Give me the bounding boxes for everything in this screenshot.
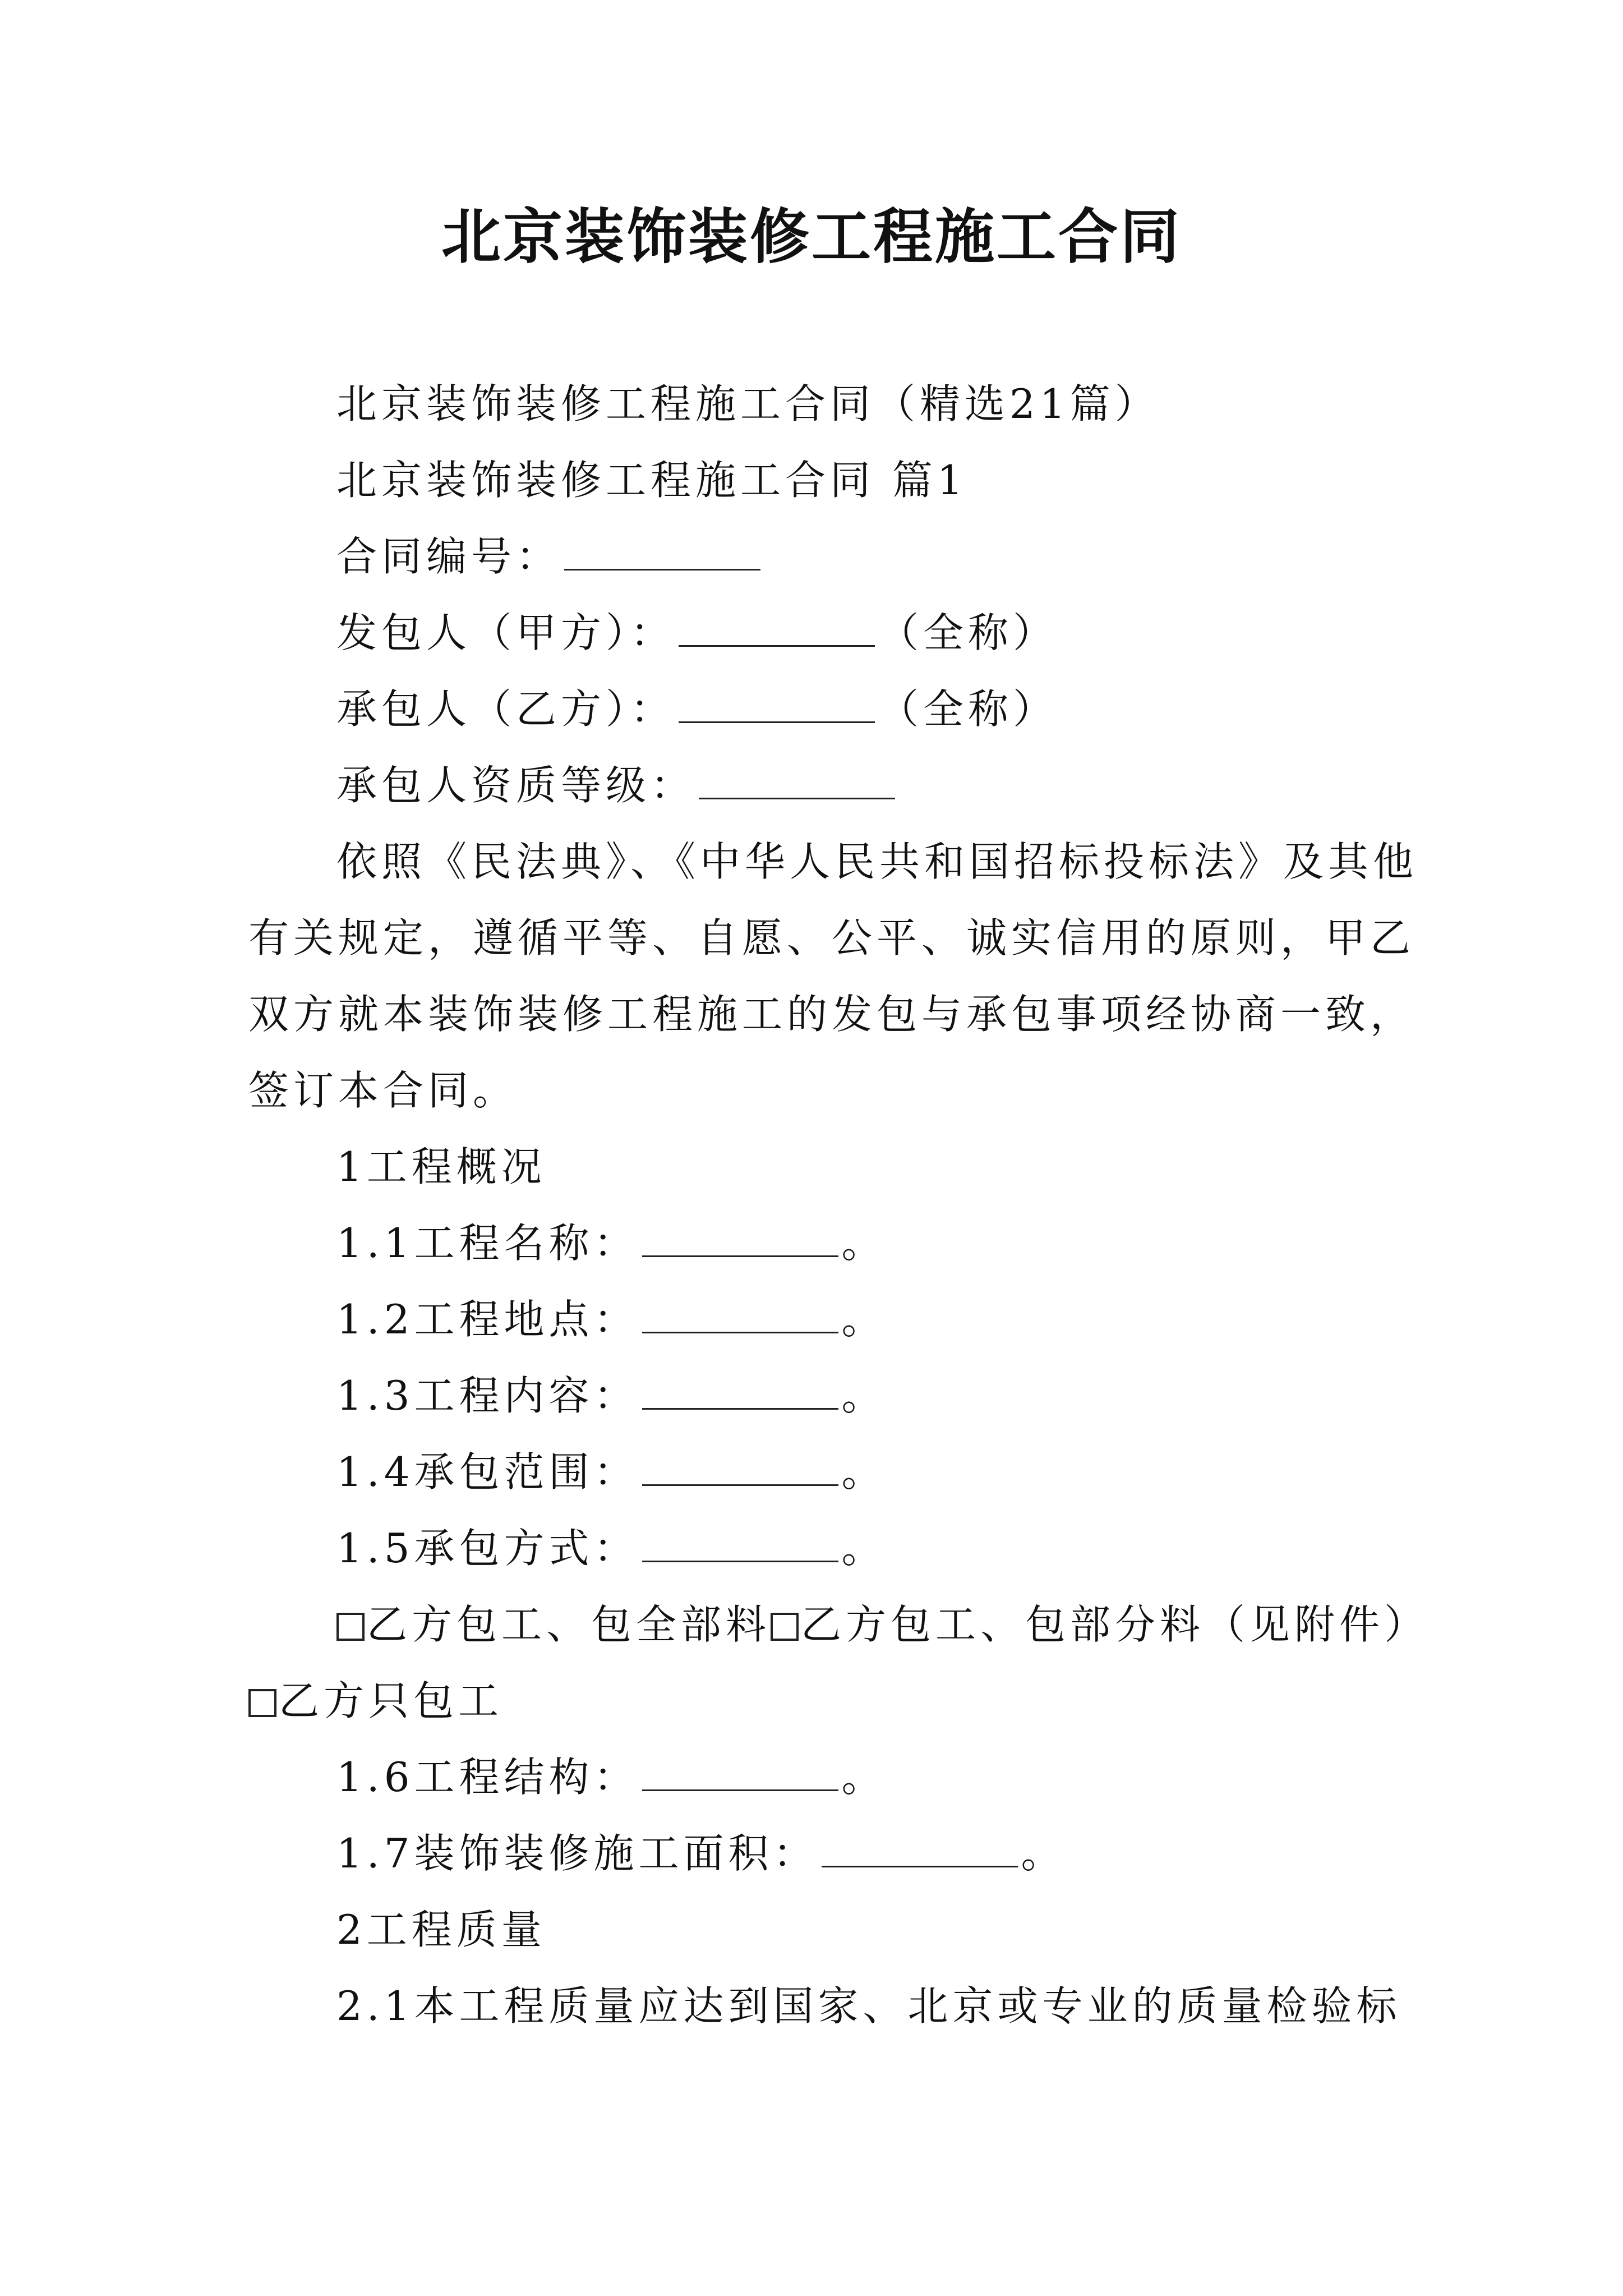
item-1-7-label: 1.7装饰装修施工面积： — [336, 1830, 818, 1877]
item-2-1: 2.1本工程质量应达到国家、北京或专业的质量检验标 — [336, 1982, 1401, 2030]
period: 。 — [841, 1754, 887, 1801]
item-1-1-label: 1.1工程名称： — [336, 1220, 639, 1267]
item-1-6-label: 1.6工程结构： — [336, 1754, 639, 1801]
intro-line-1: 依照《民法典》、《中华人民共和国招标投标法》及其他 — [336, 838, 1418, 885]
item-1-3-label: 1.3工程内容： — [336, 1372, 639, 1419]
item-1-7 — [336, 1825, 1066, 1881]
party-b-blank[interactable] — [679, 688, 875, 723]
checkbox-option-3[interactable] — [248, 1689, 276, 1717]
party-a-line — [336, 605, 1058, 661]
checkbox-option-2[interactable] — [771, 1613, 799, 1641]
item-1-6-blank[interactable] — [642, 1756, 838, 1791]
item-1-4 — [336, 1444, 887, 1500]
party-a-blank[interactable] — [679, 611, 875, 647]
document-title: 北京装饰装修工程施工合同 — [441, 201, 1182, 272]
qualification-label: 承包人资质等级： — [336, 762, 696, 809]
section2-heading: 2工程质量 — [336, 1906, 546, 1953]
period: 。 — [841, 1372, 887, 1419]
checkbox-option-1[interactable] — [336, 1613, 365, 1641]
contract-number-blank[interactable] — [564, 535, 760, 570]
item-1-3-blank[interactable] — [642, 1374, 838, 1410]
qualification-line — [336, 757, 898, 813]
period: 。 — [1021, 1830, 1066, 1877]
item-1-4-label: 1.4承包范围： — [336, 1448, 639, 1496]
period: 。 — [841, 1296, 887, 1343]
party-b-note: （全称） — [878, 685, 1058, 733]
period: 。 — [841, 1448, 887, 1496]
contract-number-line — [336, 528, 764, 585]
subtitle: 北京装饰装修工程施工合同（精选21篇） — [336, 380, 1160, 427]
item-1-5-blank[interactable] — [642, 1527, 838, 1562]
option-2-label: 乙方包工、包部分料（见附件） — [801, 1601, 1430, 1648]
option-1-label: 乙方包工、包全部料 — [367, 1601, 771, 1648]
item-1-2-blank[interactable] — [642, 1298, 838, 1333]
item-1-7-blank[interactable] — [822, 1832, 1018, 1867]
party-b-label: 承包人（乙方）： — [336, 685, 676, 733]
item-1-1-blank[interactable] — [642, 1222, 838, 1257]
section-heading: 北京装饰装修工程施工合同 篇1 — [336, 457, 967, 504]
party-a-note: （全称） — [878, 609, 1058, 656]
options-line-2 — [248, 1673, 503, 1729]
item-1-3 — [336, 1368, 887, 1424]
item-1-4-blank[interactable] — [642, 1451, 838, 1486]
options-line-1 — [336, 1596, 1429, 1653]
intro-line-3: 双方就本装饰装修工程施工的发包与承包事项经协商一致， — [248, 991, 1415, 1038]
contract-number-label: 合同编号： — [336, 533, 561, 580]
item-1-6 — [336, 1749, 887, 1805]
period: 。 — [841, 1220, 887, 1267]
period: 。 — [841, 1525, 887, 1572]
item-1-5 — [336, 1520, 887, 1576]
party-a-label: 发包人（甲方）： — [336, 609, 676, 656]
option-3-label: 乙方只包工 — [279, 1677, 504, 1724]
item-1-1 — [336, 1215, 887, 1271]
intro-line-4: 签订本合同。 — [248, 1067, 518, 1114]
section1-heading: 1工程概况 — [336, 1143, 546, 1190]
party-b-line — [336, 681, 1058, 737]
intro-line-2: 有关规定，遵循平等、自愿、公平、诚实信用的原则，甲乙 — [248, 914, 1415, 961]
qualification-blank[interactable] — [699, 764, 895, 799]
item-1-2 — [336, 1291, 887, 1347]
item-1-5-label: 1.5承包方式： — [336, 1525, 639, 1572]
item-1-2-label: 1.2工程地点： — [336, 1296, 639, 1343]
